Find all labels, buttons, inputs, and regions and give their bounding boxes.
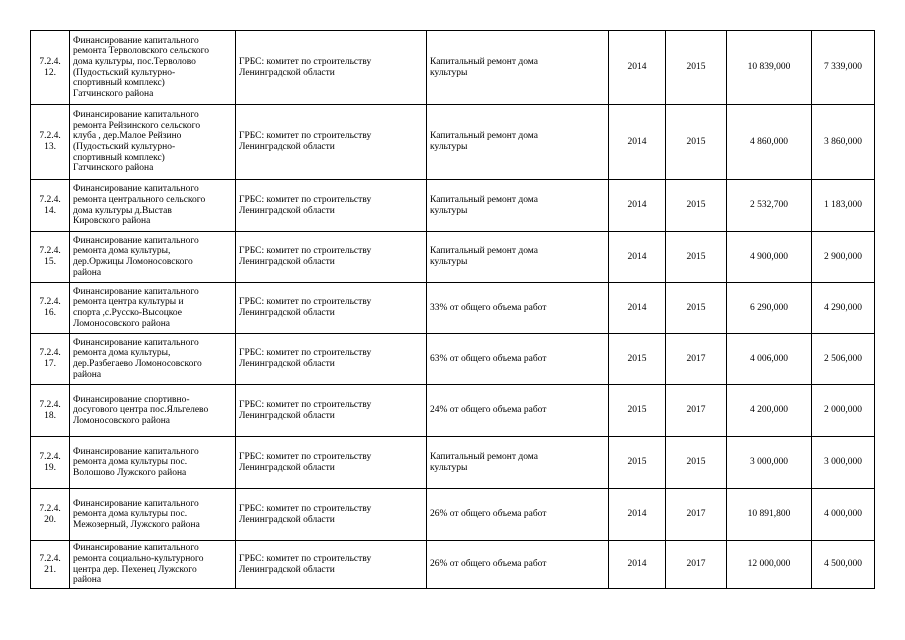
item-name: Финансирование капитального ремонта социально-культурного центра дер. Пехенец Лужского района <box>70 541 236 589</box>
item-year-end: 2015 <box>666 283 727 334</box>
item-grbs: ГРБС: комитет по строительству Ленинградской области <box>236 31 427 105</box>
table-row <box>31 180 875 232</box>
item-amount: 4 290,000 <box>812 283 875 334</box>
item-year-start: 2014 <box>609 541 666 589</box>
item-amount: 3 000,000 <box>812 437 875 489</box>
item-year-end: 2015 <box>666 437 727 489</box>
item-number: 7.2.4. 14. <box>31 180 70 232</box>
item-number: 7.2.4. 12. <box>31 31 70 105</box>
item-year-end: 2017 <box>666 385 727 437</box>
item-name: Финансирование капитального ремонта центрального сельского дома культуры д.Выстав Кировского района <box>70 180 236 232</box>
item-amount: 4 500,000 <box>812 541 875 589</box>
item-year-start: 2014 <box>609 105 666 180</box>
item-total: 2 532,700 <box>727 180 812 232</box>
item-number: 7.2.4. 13. <box>31 105 70 180</box>
item-year-end: 2015 <box>666 232 727 283</box>
program-table <box>30 30 875 589</box>
item-number: 7.2.4. 21. <box>31 541 70 589</box>
item-amount: 2 900,000 <box>812 232 875 283</box>
item-number: 7.2.4. 20. <box>31 489 70 541</box>
item-year-start: 2015 <box>609 437 666 489</box>
table-row <box>31 232 875 283</box>
table-row <box>31 283 875 334</box>
item-amount: 2 000,000 <box>812 385 875 437</box>
item-total: 4 006,000 <box>727 334 812 385</box>
item-grbs: ГРБС: комитет по строительству Ленинградской области <box>236 105 427 180</box>
item-work: 33% от общего объема работ <box>427 283 609 334</box>
item-year-end: 2015 <box>666 105 727 180</box>
item-total: 4 200,000 <box>727 385 812 437</box>
item-name: Финансирование спортивно- досугового центра пос.Яльгелево Ломоносовского района <box>70 385 236 437</box>
item-year-end: 2015 <box>666 31 727 105</box>
item-year-start: 2015 <box>609 334 666 385</box>
item-work: Капитальный ремонт дома культуры <box>427 105 609 180</box>
item-work: 26% от общего объема работ <box>427 541 609 589</box>
item-number: 7.2.4. 15. <box>31 232 70 283</box>
table-row <box>31 385 875 437</box>
item-total: 3 000,000 <box>727 437 812 489</box>
item-year-start: 2015 <box>609 385 666 437</box>
item-grbs: ГРБС: комитет по строительству Ленинградской области <box>236 385 427 437</box>
item-number: 7.2.4. 18. <box>31 385 70 437</box>
item-grbs: ГРБС: комитет по строительству Ленинградской области <box>236 541 427 589</box>
item-total: 10 839,000 <box>727 31 812 105</box>
table-row <box>31 105 875 180</box>
table-row <box>31 541 875 589</box>
item-grbs: ГРБС: комитет по строительству Ленинградской области <box>236 232 427 283</box>
item-total: 10 891,800 <box>727 489 812 541</box>
item-work: Капитальный ремонт дома культуры <box>427 180 609 232</box>
item-name: Финансирование капитального ремонта дома культуры пос. Волошово Лужского района <box>70 437 236 489</box>
item-amount: 3 860,000 <box>812 105 875 180</box>
item-grbs: ГРБС: комитет по строительству Ленинградской области <box>236 437 427 489</box>
item-number: 7.2.4. 17. <box>31 334 70 385</box>
item-name: Финансирование капитального ремонта Терволовского сельского дома культуры, пос.Терволово (Пудостьский культурно- спортивный комплекс) Гатчинского района <box>70 31 236 105</box>
document-page <box>30 30 874 589</box>
item-amount: 1 183,000 <box>812 180 875 232</box>
item-name: Финансирование капитального ремонта дома культуры, дер.Оржицы Ломоносовского района <box>70 232 236 283</box>
item-year-end: 2015 <box>666 180 727 232</box>
item-amount: 7 339,000 <box>812 31 875 105</box>
item-year-end: 2017 <box>666 334 727 385</box>
item-name: Финансирование капитального ремонта дома культуры пос. Межозерный, Лужского района <box>70 489 236 541</box>
table-row <box>31 334 875 385</box>
item-work: 26% от общего объема работ <box>427 489 609 541</box>
item-year-end: 2017 <box>666 541 727 589</box>
item-year-start: 2014 <box>609 31 666 105</box>
item-amount: 2 506,000 <box>812 334 875 385</box>
item-work: Капитальный ремонт дома культуры <box>427 437 609 489</box>
item-grbs: ГРБС: комитет по строительству Ленинградской области <box>236 283 427 334</box>
item-year-start: 2014 <box>609 283 666 334</box>
item-grbs: ГРБС: комитет по строительству Ленинградской области <box>236 334 427 385</box>
item-grbs: ГРБС: комитет по строительству Ленинградской области <box>236 489 427 541</box>
item-work: Капитальный ремонт дома культуры <box>427 31 609 105</box>
item-work: 24% от общего объема работ <box>427 385 609 437</box>
item-total: 6 290,000 <box>727 283 812 334</box>
item-total: 12 000,000 <box>727 541 812 589</box>
table-row <box>31 31 875 105</box>
item-work: 63% от общего объема работ <box>427 334 609 385</box>
item-name: Финансирование капитального ремонта дома культуры, дер.Разбегаево Ломоносовского района <box>70 334 236 385</box>
item-work: Капитальный ремонт дома культуры <box>427 232 609 283</box>
table-row <box>31 489 875 541</box>
item-amount: 4 000,000 <box>812 489 875 541</box>
item-total: 4 860,000 <box>727 105 812 180</box>
item-grbs: ГРБС: комитет по строительству Ленинградской области <box>236 180 427 232</box>
item-total: 4 900,000 <box>727 232 812 283</box>
item-year-start: 2014 <box>609 232 666 283</box>
item-name: Финансирование капитального ремонта центра культуры и спорта ,с.Русско-Высоцкое Ломоносовского района <box>70 283 236 334</box>
item-number: 7.2.4. 16. <box>31 283 70 334</box>
table-row <box>31 437 875 489</box>
item-number: 7.2.4. 19. <box>31 437 70 489</box>
item-year-end: 2017 <box>666 489 727 541</box>
item-year-start: 2014 <box>609 489 666 541</box>
item-name: Финансирование капитального ремонта Рейзинского сельского клуба , дер.Малое Рейзино (Пудостьский культурно- спортивный комплекс) Гатчинского района <box>70 105 236 180</box>
item-year-start: 2014 <box>609 180 666 232</box>
